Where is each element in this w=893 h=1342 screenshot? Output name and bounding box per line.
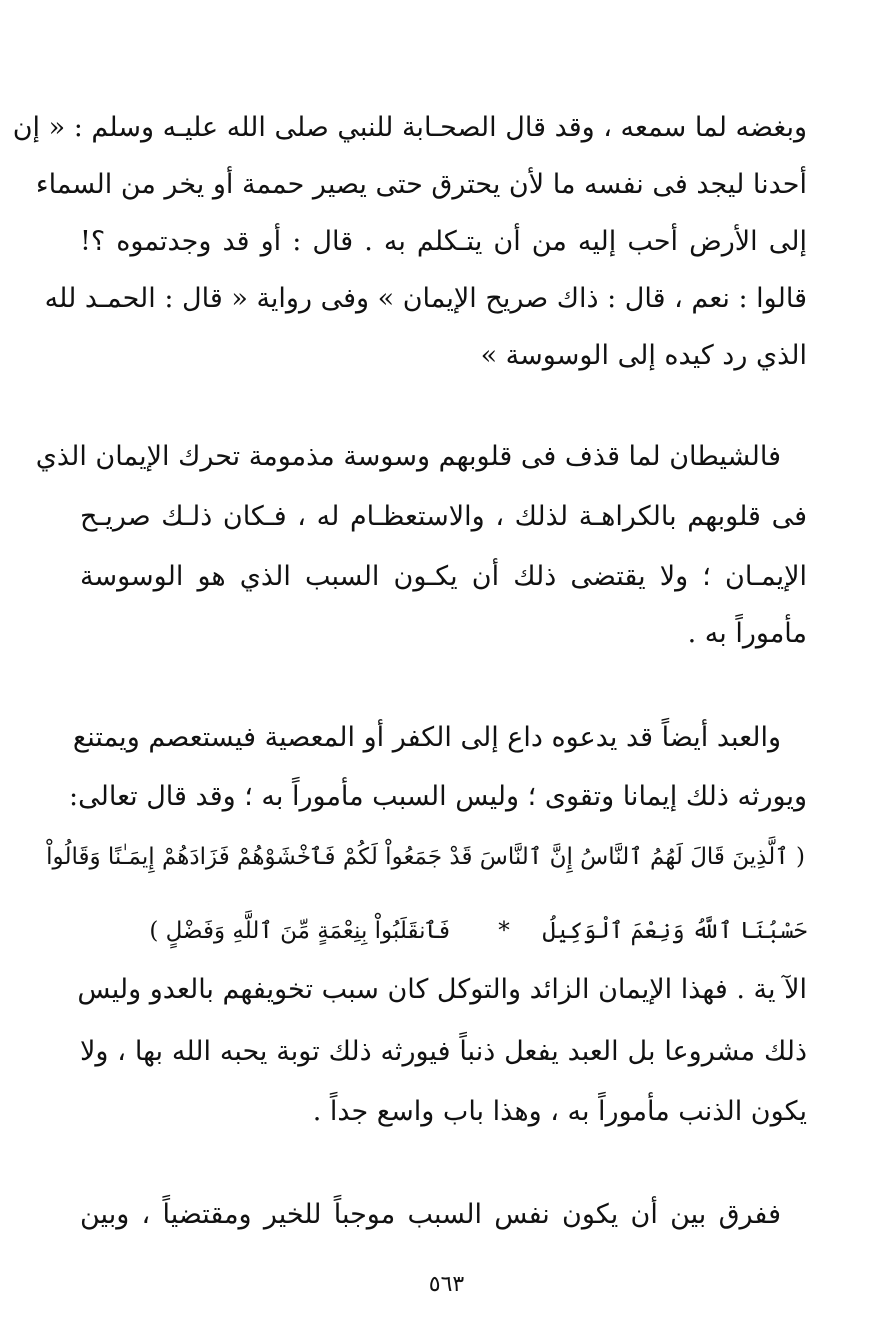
text-line: أحدنا ليجد فى نفسه ما لأن يحترق حتى يصير حممة أو يخر من السماء (35, 169, 807, 200)
text-line: إلى الأرض أحب إليه من أن يتـكلم به . قال : أو قد وجدتموه ؟! (80, 226, 807, 257)
text-line: الذي رد كيده إلى الوسوسة » (480, 340, 807, 371)
verse-separator-star: * (498, 918, 510, 944)
text-line: يكون الذنب مأموراً به ، وهذا باب واسع جداً . (312, 1096, 807, 1127)
text-line: والعبد أيضاً قد يدعوه داع إلى الكفر أو المعصية فيستعصم ويمتنع (72, 722, 781, 753)
text-line: مأموراً به . (687, 618, 807, 649)
quran-verse-line-1: ( ٱلَّذِينَ قَالَ لَهُمُ ٱلنَّاسُ إِنَّ ٱلنَّاسَ قَدْ جَمَعُواْ لَكُمْ فَٱخْشَوْهُمْ فَزَادَهُمْ إِيمَـٰنًا وَقَالُواْ (46, 844, 805, 870)
text-line: ويورثه ذلك إيمانا وتقوى ؛ وليس السبب مأموراً به ؛ وقد قال تعالى: (69, 781, 807, 812)
text-line: فالشيطان لما قذف فى قلوبهم وسوسة مذمومة تحرك الإيمان الذي (35, 441, 781, 472)
quran-verse-line-2-left: فَٱنقَلَبُواْ بِنِعْمَةٍ مِّنَ ٱللَّهِ وَفَضْلٍ ) (149, 918, 450, 944)
text-line: قالوا : نعم ، قال : ذاك صريح الإيمان » وفى رواية « قال : الحمـد لله (44, 283, 807, 314)
text-line: الآ ية . فهذا الإيمان الزائد والتوكل كان سبب تخويفهم بالعدو وليس (77, 974, 807, 1005)
text-line: الإيمـان ؛ ولا يقتضى ذلك أن يكـون السبب الذي هو الوسوسة (80, 561, 807, 592)
text-line: ففرق بين أن يكون نفس السبب موجباً للخير ومقتضياً ، وبين (80, 1199, 781, 1230)
quran-verse-line-2-right: حَسْبُنَا ٱللَّهُ وَنِعْمَ ٱلْوَكِيلُ (542, 918, 807, 944)
text-line: وبغضه لما سمعه ، وقد قال الصحـابة للنبي صلى الله عليـه وسلم : « إن (12, 112, 807, 143)
text-line: ذلك مشروعا بل العبد يفعل ذنباً فيورثه ذلك توبة يحبه الله بها ، ولا (80, 1036, 807, 1067)
text-line: فى قلوبهم بالكراهـة لذلك ، والاستعظـام له ، فـكان ذلـك صريـح (80, 501, 807, 532)
page-number: ٥٦٣ (428, 1272, 465, 1297)
